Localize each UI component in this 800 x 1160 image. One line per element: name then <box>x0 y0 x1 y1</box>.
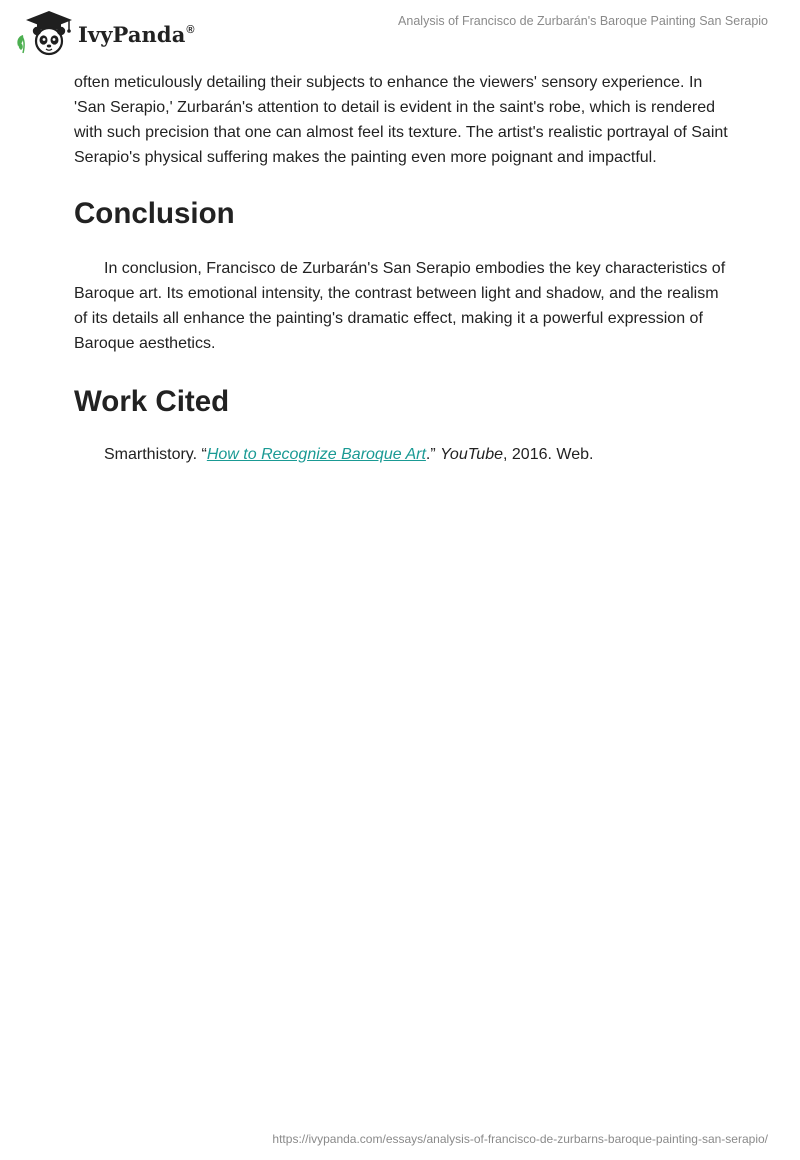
page-header <box>0 0 800 70</box>
citation-entry <box>74 442 734 467</box>
paragraph-conclusion: In conclusion, Francisco de Zurbarán's San Serapio embodies the key characteristics of Baroque art. Its emotional intensity, the contrast between light and shadow, and the realism of its details all enhance the painting's dramatic effect, making it a powerful expression of Baroque aesthetics. <box>74 260 726 352</box>
citation-after-title: .” <box>425 446 441 463</box>
citation-title-link[interactable]: How to Recognize Baroque Art <box>206 446 426 463</box>
registered-mark: ® <box>186 23 195 36</box>
panda-graduate-icon <box>14 9 76 57</box>
document-title: Analysis of Francisco de Zurbarán's Baroque Painting San Serapio <box>398 14 768 28</box>
heading-work-cited: Work Cited <box>74 385 230 418</box>
essay-content <box>74 70 734 467</box>
ivypanda-logo[interactable] <box>14 8 204 58</box>
paragraph-intro: often meticulously detailing their subjects to enhance the viewers' sensory experience. In 'San Serapio,' Zurbarán's attention to detail is evident in the saint's robe, which is rendered with such precision that one can almost feel its texture. The artist's realistic portrayal of Saint Serapio's physical suffering makes the painting even more poignant and impactful. <box>74 74 728 166</box>
brand-name: IvyPanda® <box>78 21 195 47</box>
footer-url[interactable]: https://ivypanda.com/essays/analysis-of-francisco-de-zurbarns-baroque-painting-san-serapio/ <box>272 1132 768 1146</box>
heading-conclusion: Conclusion <box>74 197 235 230</box>
citation-source: YouTube <box>440 446 503 463</box>
citation-author: Smarthistory. “ <box>104 446 207 463</box>
citation-rest: , 2016. Web. <box>503 446 594 463</box>
